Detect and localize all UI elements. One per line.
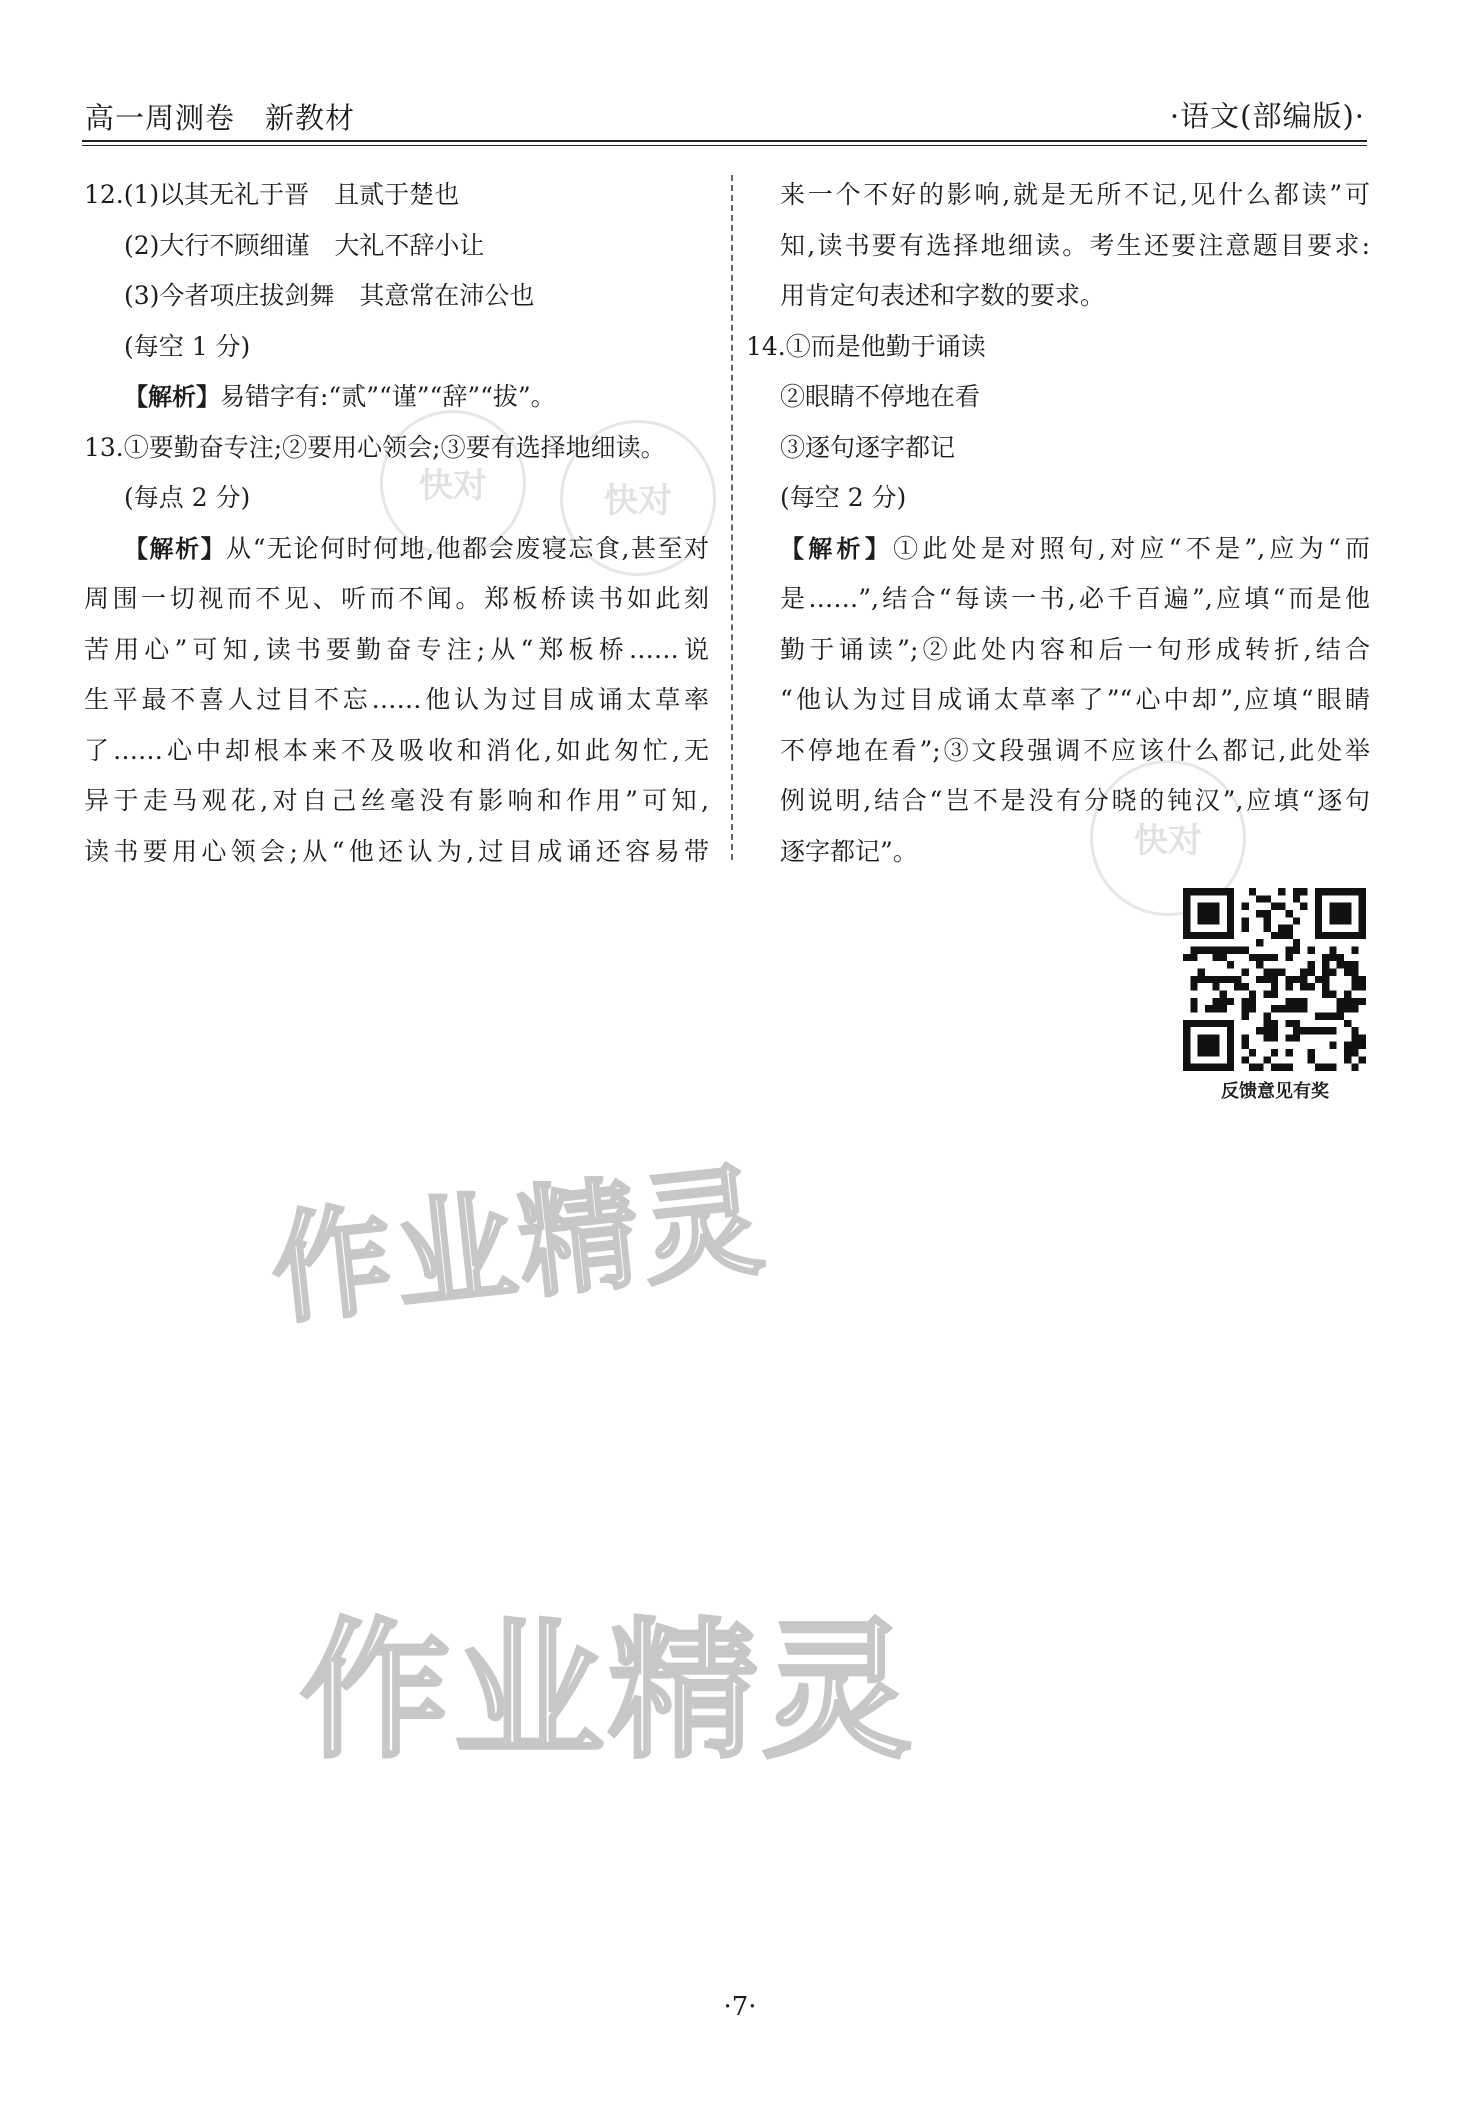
q12-analysis-text: 易错字有:“贰”“谨”“辞”“拔”。 — [220, 382, 556, 411]
watermark-logo-left: 快对 — [380, 410, 526, 556]
q12-score: (每空 1 分) — [124, 331, 251, 361]
qr-code[interactable] — [1183, 888, 1366, 1075]
q13-analysis-line: 生平最不喜人过目不忘……他认为过目成诵太草率 — [84, 685, 709, 714]
q13-analysis-cont: 来一个不好的影响,就是无所不记,见什么都读”可 — [780, 180, 1370, 209]
q14-analysis-line: 是……”,结合“每读一书,必千百遍”,应填“而是他 — [780, 584, 1370, 613]
header-rule — [82, 140, 1367, 142]
watermark-logo-center: 快对 — [560, 420, 716, 576]
q13-analysis-cont: 用肯定句表述和字数的要求。 — [780, 281, 1106, 310]
q14-answer-1: 14.①而是他勤于诵读 — [746, 331, 986, 361]
header-title: 高一周测卷 — [85, 101, 236, 135]
q14-analysis-line: “他认为过目成诵太草率了”“心中却”,应填“眼睛 — [780, 685, 1370, 714]
q14-answer-3: ③逐句逐字都记 — [780, 432, 956, 462]
q12-answer-2: (2)大行不顾细谨 大礼不辞小让 — [124, 230, 485, 260]
right-column — [746, 170, 1371, 877]
qr-caption: 反馈意见有奖 — [1221, 1081, 1329, 1102]
q12-answer-1: 12.(1)以其无礼于晋 且贰于楚也 — [84, 180, 460, 209]
q14-analysis-line: 逐字都记”。 — [780, 836, 918, 866]
q14-answer-2: ②眼睛不停地在看 — [780, 382, 981, 411]
column-divider — [731, 175, 733, 860]
page-number: ·7· — [723, 1992, 757, 2022]
q12-analysis — [84, 372, 709, 423]
watermark-logo-right: 快对 — [1090, 760, 1246, 916]
q13-score: (每点 2 分) — [124, 483, 251, 512]
watermark-text-large: 作业精灵 — [300, 1605, 917, 1779]
header-rule-thin — [82, 145, 1367, 146]
q13-analysis-line: 异于走马观花,对自己丝毫没有影响和作用”可知, — [84, 786, 709, 815]
q13-analysis-line: 苦用心”可知,读书要勤奋专注;从“郑板桥……说 — [84, 634, 709, 664]
q13-analysis-cont: 知,读书要有选择地细读。考生还要注意题目要求: — [780, 230, 1370, 260]
q14-analysis-line: 不停地在看”;③文段强调不应该什么都记,此处举 — [780, 735, 1370, 765]
analysis-tag: 【解析】 — [124, 383, 220, 411]
analysis-tag: 【解析】 — [124, 534, 227, 563]
header-subtitle: 新教材 — [265, 101, 356, 135]
watermark-text: 作业精灵 — [265, 1151, 774, 1342]
q14-score: (每空 2 分) — [780, 483, 907, 512]
left-column — [84, 170, 709, 877]
qr-code-icon — [1183, 888, 1366, 1071]
q12-answer-3: (3)今者项庄拔剑舞 其意常在沛公也 — [124, 281, 535, 310]
analysis-tag: 【解析】 — [780, 534, 894, 563]
q14-analysis-line: 例说明,结合“岂不是没有分晓的钝汉”,应填“逐句 — [780, 786, 1370, 815]
header-subject: ·语文(部编版)· — [1169, 99, 1365, 133]
q14-analysis-line: 【解析】①此处是对照句,对应“不是”,应为“而 — [780, 533, 1371, 563]
header-left — [85, 96, 355, 137]
q14-analysis-line: 勤于诵读”;②此处内容和后一句形成转折,结合 — [780, 634, 1370, 664]
q13-analysis-line: 【解析】从“无论何时何地,他都会废寝忘食,甚至对 — [124, 533, 710, 563]
q13-analysis-line: 读书要用心领会;从“他还认为,过目成诵还容易带 — [84, 836, 709, 866]
q13-answer: 13.①要勤奋专注;②要用心领会;③要有选择地细读。 — [84, 432, 666, 462]
q13-analysis-line: 了……心中却根本来不及吸收和消化,如此匆忙,无 — [84, 735, 709, 765]
q13-analysis-line: 周围一切视而不见、听而不闻。郑板桥读书如此刻 — [84, 584, 709, 613]
